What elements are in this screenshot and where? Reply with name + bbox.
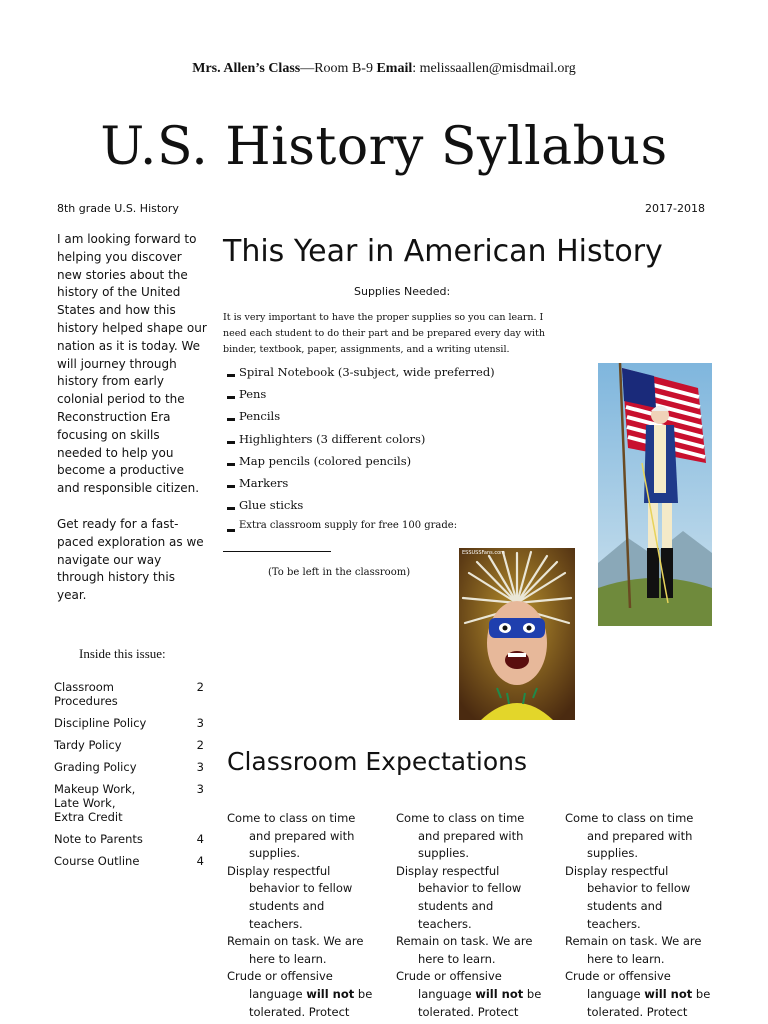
- expectation-item: Crude or offensive language will not be tolerated. Protect: [396, 969, 542, 1019]
- toc-page: 3: [196, 760, 204, 774]
- expectation-item: Come to class on time and prepared with supplies.: [227, 811, 356, 861]
- email-address: : melissaallen@misdmail.org: [412, 61, 576, 76]
- expectation-item: Display respectful behavior to fellow students and teachers.: [565, 863, 691, 931]
- supply-item: Map pencils (colored pencils): [227, 454, 495, 476]
- toc-row: [54, 738, 204, 752]
- bullet-icon: [227, 485, 235, 488]
- toc-label: Note to Parents: [54, 832, 143, 846]
- face-paint-fan-svg: [459, 548, 575, 720]
- intro-column: [57, 231, 207, 623]
- supply-item: Extra classroom supply for free 100 grade:: [227, 520, 495, 542]
- expectation-item: Remain on task. We are here to learn.: [565, 934, 702, 966]
- toc-row: [54, 680, 204, 708]
- intro-paragraph: I am looking forward to helping you discover new stories about the history of the United States and how this history helped shape our nation as it is today. We will journey through history from early colonial period to the Reconstruction Era focusing on skills needed to help you become a productive and responsible citizen.: [57, 232, 207, 496]
- expectations-column: [227, 810, 377, 1021]
- section-heading: This Year in American History: [223, 234, 663, 269]
- inside-issue-heading: Inside this issue:: [79, 646, 166, 661]
- bullet-icon: [227, 463, 235, 466]
- face-paint-fan-image: [459, 548, 575, 720]
- toc-label: Discipline Policy: [54, 716, 147, 730]
- toc-row: [54, 760, 204, 774]
- table-of-contents: [54, 680, 204, 876]
- supply-item: Glue sticks: [227, 498, 495, 520]
- bullet-icon: [227, 374, 235, 377]
- supply-item: Pencils: [227, 409, 495, 431]
- page-title: U.S. History Syllabus: [100, 117, 668, 177]
- toc-label: Makeup Work, Late Work, Extra Credit: [54, 782, 136, 824]
- toc-label: Course Outline: [54, 854, 140, 868]
- expectation-item: Display respectful behavior to fellow students and teachers.: [227, 863, 353, 931]
- expectation-item: Come to class on time and prepared with supplies.: [396, 811, 525, 861]
- bullet-icon: [227, 396, 235, 399]
- toc-page: 2: [196, 680, 204, 694]
- expectation-item: Crude or offensive language will not be tolerated. Protect: [227, 969, 373, 1019]
- toc-page: 3: [196, 782, 204, 796]
- washington-flag-svg: [598, 363, 712, 626]
- email-label: Email: [376, 61, 413, 76]
- toc-row: [54, 716, 204, 730]
- expectation-item: Remain on task. We are here to learn.: [396, 934, 533, 966]
- expectation-item: Come to class on time and prepared with supplies.: [565, 811, 694, 861]
- washington-flag-image: [598, 363, 712, 626]
- toc-page: 3: [196, 716, 204, 730]
- expectations-column: [565, 810, 715, 1021]
- school-year: 2017-2018: [645, 202, 705, 215]
- toc-label: Grading Policy: [54, 760, 137, 774]
- toc-row: [54, 832, 204, 846]
- teacher-name: Mrs. Allen’s Class: [192, 61, 301, 76]
- toc-row: [54, 854, 204, 868]
- bullet-icon: [227, 529, 235, 532]
- supply-list: [227, 365, 495, 543]
- bullet-icon: [227, 441, 235, 444]
- toc-page: 4: [196, 854, 204, 868]
- intro-paragraph: Get ready for a fast-paced exploration as we navigate our way through history this year.: [57, 516, 204, 603]
- supplies-intro: It is very important to have the proper supplies so you can learn. I need each student to do their part and be prepared every day with binder, textbook, paper, assignments, and a writing utensil.: [223, 312, 545, 355]
- expectation-item: Remain on task. We are here to learn.: [227, 934, 364, 966]
- toc-label: Classroom Procedures: [54, 680, 118, 708]
- course-name: 8th grade U.S. History: [57, 202, 179, 215]
- left-in-classroom-note: (To be left in the classroom): [268, 567, 411, 578]
- supply-item: Markers: [227, 476, 495, 498]
- expectations-column: [396, 810, 546, 1021]
- fill-in-blank-line: [223, 551, 331, 552]
- toc-label: Tardy Policy: [54, 738, 122, 752]
- expectation-item: Crude or offensive language will not be tolerated. Protect: [565, 969, 711, 1019]
- image-caption: ESSUSSFans.com: [462, 550, 506, 556]
- supply-item: Pens: [227, 387, 495, 409]
- bullet-icon: [227, 418, 235, 421]
- expectations-heading: Classroom Expectations: [227, 747, 528, 776]
- contact-line: [0, 61, 768, 77]
- bullet-icon: [227, 507, 235, 510]
- room-text: —Room B-9: [300, 61, 373, 76]
- supply-item: Highlighters (3 different colors): [227, 432, 495, 454]
- toc-page: 4: [196, 832, 204, 846]
- expectation-item: Display respectful behavior to fellow students and teachers.: [396, 863, 522, 931]
- toc-page: 2: [196, 738, 204, 752]
- supply-item: Spiral Notebook (3-subject, wide preferred): [227, 365, 495, 387]
- supplies-heading: Supplies Needed:: [354, 285, 451, 298]
- toc-row: [54, 782, 204, 824]
